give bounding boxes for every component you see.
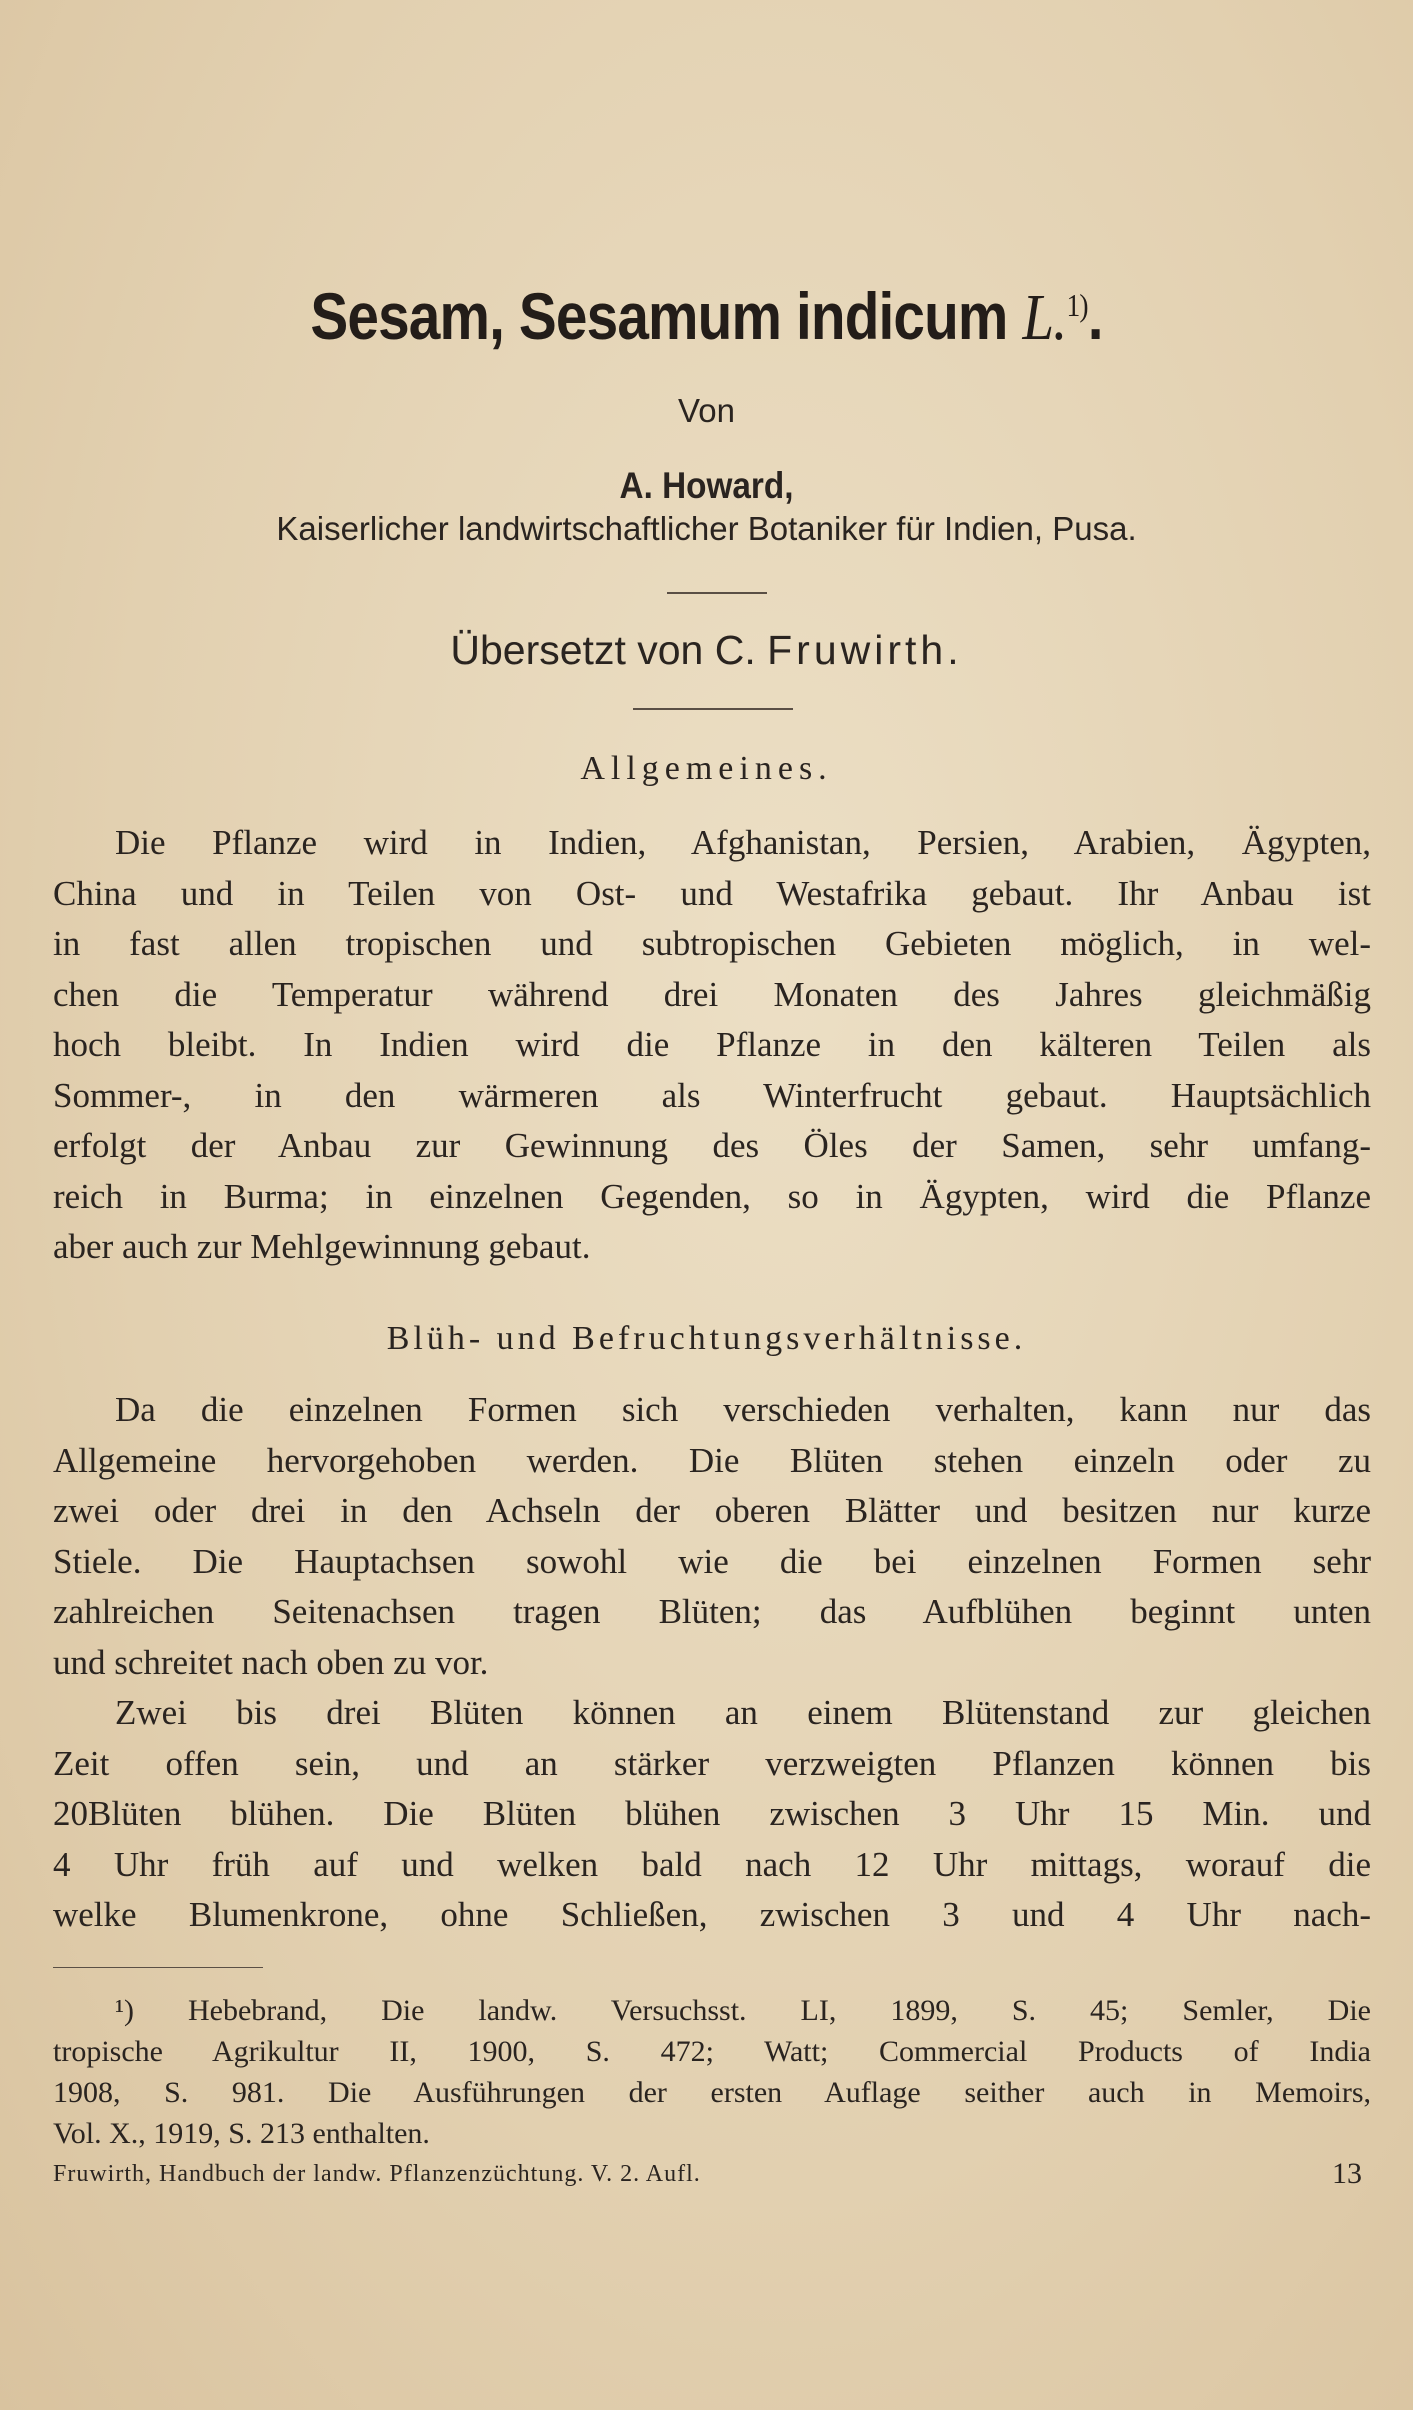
text-line: Sommer-, in den wärmeren als Winterfrucht gebaut. Hauptsächlich — [53, 1075, 1371, 1115]
title-main: Sesam, Sesamum indicum — [310, 279, 1023, 353]
text-line: erfolgt der Anbau zur Gewinnung des Öles der Samen, sehr umfang- — [53, 1126, 1371, 1165]
author-name: A. Howard, — [619, 465, 794, 506]
footnote-line: 1908, S. 981. Die Ausführungen der ersten Auflage seither auch in Memoirs, — [53, 2076, 1371, 2109]
text-line: welke Blumenkrone, ohne Schließen, zwischen 3 und 4 Uhr nach- — [53, 1895, 1371, 1934]
footnote-line: Vol. X., 1919, S. 213 enthalten. — [53, 2117, 430, 2150]
text-line: Da die einzelnen Formen sich verschieden verhalten, kann nur das — [115, 1390, 1371, 1429]
text-line: zahlreichen Seitenachsen tragen Blüten; das Aufblühen beginnt unten — [53, 1592, 1371, 1631]
text-line: aber auch zur Mehlgewinnung gebaut. — [53, 1227, 591, 1266]
text-line: hoch bleibt. In Indien wird die Pflanze in den kälteren Teilen als — [53, 1025, 1371, 1064]
page-number: 13 — [1332, 2157, 1362, 2190]
author-affiliation: Kaiserlicher landwirtschaftlicher Botaniker für Indien, Pusa. — [276, 510, 1137, 547]
title-authority: L. — [1022, 281, 1067, 354]
text-line: Zwei bis drei Blüten können an einem Blütenstand zur gleichen — [115, 1693, 1371, 1732]
footnote — [53, 1990, 1371, 2154]
paragraph — [53, 1385, 1371, 1688]
text-line: zwei oder drei in den Achseln der oberen Blätter und besitzen nur kurze — [53, 1491, 1371, 1530]
divider-rule — [633, 708, 793, 710]
divider-rule — [667, 592, 767, 594]
translator-name: Fruwirth. — [767, 627, 963, 673]
footnote-line: tropische Agrikultur II, 1900, S. 472; Watt; Commercial Products of India — [53, 2035, 1371, 2068]
translator-line — [0, 627, 1413, 674]
section-heading: Allgemeines. — [580, 750, 833, 787]
text-line: 4 Uhr früh auf und welken bald nach 12 Uhr mittags, worauf die — [53, 1844, 1371, 1884]
text-line: chen die Temperatur während drei Monaten des Jahres gleichmäßig — [53, 974, 1371, 1014]
text-line: reich in Burma; in einzelnen Gegenden, so in Ägypten, wird die Pflanze — [53, 1176, 1371, 1216]
text-line: und schreitet nach oben zu vor. — [53, 1642, 489, 1682]
text-line: 20Blüten blühen. Die Blüten blühen zwischen 3 Uhr 15 Min. und — [53, 1794, 1371, 1833]
text-line: China und in Teilen von Ost- und Westafrika gebaut. Ihr Anbau ist — [53, 873, 1371, 913]
title-end: . — [1087, 279, 1103, 353]
paragraph — [53, 818, 1371, 1273]
text-line: Die Pflanze wird in Indien, Afghanistan, Persien, Arabien, Ägypten, — [115, 823, 1371, 862]
footnote-line: ¹) Hebebrand, Die landw. Versuchsst. LI, 1899, S. 45; Semler, Die — [115, 1994, 1371, 2027]
section-heading: Blüh- und Befruchtungsverhältnisse. — [386, 1320, 1027, 1357]
translator-prefix: Übersetzt von C. — [450, 627, 768, 673]
byline-von: Von — [678, 392, 735, 429]
text-line: Zeit offen sein, und an stärker verzweigten Pflanzen können bis — [53, 1743, 1371, 1783]
text-line: in fast allen tropischen und subtropischen Gebieten möglich, in wel- — [53, 924, 1371, 963]
footnote-rule — [53, 1967, 263, 1968]
article-title — [99, 278, 1314, 356]
printer-signature: Fruwirth, Handbuch der landw. Pflanzenzüchtung. V. 2. Aufl. — [53, 2161, 701, 2187]
text-line: Stiele. Die Hauptachsen sowohl wie die bei einzelnen Formen sehr — [53, 1541, 1371, 1581]
text-line: Allgemeine hervorgehoben werden. Die Blüten stehen einzeln oder zu — [53, 1440, 1371, 1480]
title-footnote-marker[interactable]: 1) — [1066, 287, 1088, 323]
paragraph — [53, 1688, 1371, 1941]
